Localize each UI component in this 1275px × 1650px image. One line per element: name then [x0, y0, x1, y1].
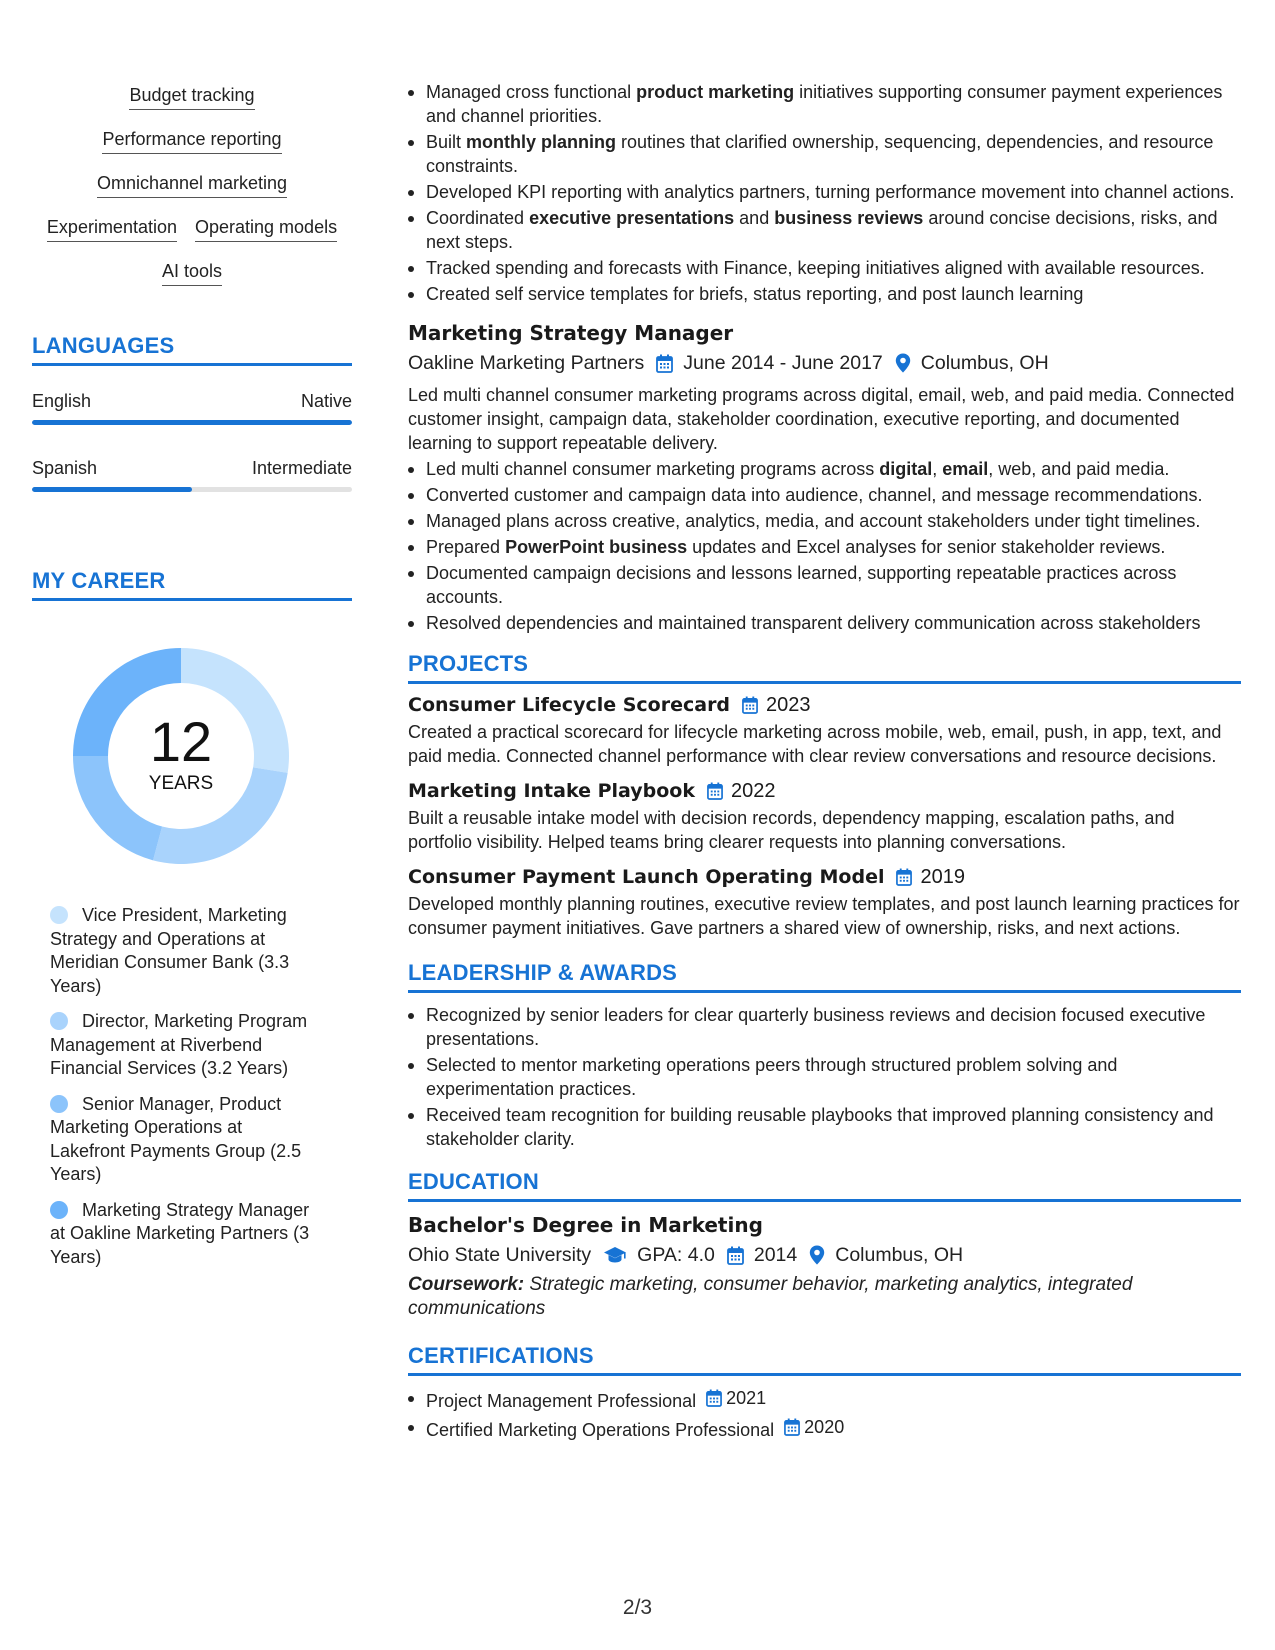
language-name: English [32, 391, 92, 411]
legend-item [50, 904, 322, 998]
certification-year-text: 2020 [804, 1417, 845, 1437]
legend-text: Director, Marketing Program Management at Riverbend Financial Services (3.2 Years) [50, 1011, 308, 1078]
job-dates: June 2014 - June 2017 [683, 352, 883, 374]
degree-title: Bachelor's Degree in Marketing [408, 1213, 763, 1237]
skill-tag: Omnichannel marketing [97, 172, 287, 198]
leadership-heading: LEADERSHIP & AWARDS [408, 960, 1241, 993]
certification-item [408, 1386, 1241, 1413]
previous-job-bullets [408, 80, 1241, 306]
calendar-icon [727, 1246, 744, 1265]
certification-year-text: 2021 [726, 1388, 767, 1408]
bullet-item [408, 130, 1241, 178]
certification-name: Project Management Professional [426, 1391, 697, 1411]
skill-row [32, 172, 352, 198]
language-row [32, 390, 352, 412]
project-year: 2019 [920, 866, 965, 888]
legend-dot [50, 1201, 68, 1219]
left-column [32, 84, 352, 1281]
education-meta [408, 1241, 1241, 1269]
project-description: Developed monthly planning routines, executive review templates, and post launch learning practices for consumer payment initiatives. Gave partners a shared view of ownership, risks, and next actions. [408, 894, 1240, 938]
bullet-text: Prepared [426, 537, 506, 557]
bullet-text: Resolved dependencies and maintained transparent delivery communication across stakeholders [426, 613, 1201, 633]
legend-dot [50, 1012, 68, 1030]
right-column [408, 80, 1241, 1444]
career-legend [32, 904, 322, 1269]
legend-dot [50, 906, 68, 924]
graduation-cap-icon [603, 1246, 627, 1264]
bullet-item [408, 282, 1241, 306]
project-title [408, 864, 1241, 890]
language-item [32, 390, 352, 425]
calendar-icon [656, 354, 673, 373]
projects-heading: PROJECTS [408, 651, 1241, 684]
language-level: Intermediate [251, 458, 352, 478]
coursework [408, 1273, 1241, 1321]
certifications-heading: CERTIFICATIONS [408, 1343, 1241, 1376]
bullet-item [408, 509, 1241, 533]
language-item [32, 457, 352, 492]
career-donut-chart [66, 641, 296, 871]
bullet-text: Documented campaign decisions and lessons learned, supporting repeatable practices across accounts. [426, 563, 1177, 607]
skill-tag: Performance reporting [102, 128, 281, 154]
skill-row [32, 260, 352, 286]
language-proficiency-bar [32, 420, 352, 425]
coursework-text: Strategic marketing, consumer behavior, marketing analytics, integrated communications [408, 1274, 1133, 1319]
skill-row [32, 216, 352, 242]
job-location: Columbus, OH [920, 352, 1049, 374]
bullet-item: Selected to mentor marketing operations peers through structured problem solving and experimentation practices. [408, 1053, 1241, 1101]
bullet-emphasis: business reviews [774, 208, 924, 228]
bullet-item [408, 180, 1241, 204]
certification-year [784, 1415, 844, 1439]
bullet-item [408, 561, 1241, 609]
gpa: GPA: 4.0 [637, 1244, 715, 1266]
bullet-item [408, 457, 1241, 481]
language-proficiency-fill [32, 420, 352, 425]
career-years-unit: YEARS [148, 773, 214, 794]
bullet-text: around concise decisions, risks, and next steps. [426, 208, 1218, 252]
project-name: Consumer Lifecycle Scorecard [408, 694, 731, 716]
certifications-list [408, 1386, 1241, 1442]
project-name: Marketing Intake Playbook [408, 780, 695, 802]
bullet-text: , [932, 459, 943, 479]
legend-item [50, 1010, 322, 1081]
leadership-bullets [408, 1003, 1241, 1151]
job-bullets [408, 457, 1241, 635]
bullet-emphasis: digital [879, 459, 933, 479]
bullet-text: , web, and paid media. [988, 459, 1170, 479]
skill-tag: Experimentation [47, 216, 177, 242]
language-level: Native [300, 391, 352, 411]
bullet-emphasis: executive presentations [529, 208, 735, 228]
bullet-item [408, 206, 1241, 254]
bullet-emphasis: monthly planning [466, 132, 617, 152]
calendar-icon [742, 696, 758, 714]
bullet-text: Created self service templates for briefs, status reporting, and post launch learning [426, 284, 1084, 304]
job-company: Oakline Marketing Partners [408, 352, 645, 374]
bullet-text: Managed cross functional [426, 82, 637, 102]
bullet-text: routines that clarified ownership, sequencing, dependencies, and resource constraints. [426, 132, 1214, 176]
page-number: 2/3 [622, 1596, 653, 1619]
bullet-emphasis: PowerPoint business [505, 537, 688, 557]
job-title: Marketing Strategy Manager [408, 321, 734, 345]
skill-row [32, 128, 352, 154]
skill-tag: Budget tracking [129, 84, 254, 110]
certification-name: Certified Marketing Operations Professional [426, 1420, 775, 1440]
certification-year [706, 1386, 766, 1410]
legend-dot [50, 1095, 68, 1113]
bullet-text: Led multi channel consumer marketing programs across [426, 459, 880, 479]
bullet-text: Managed plans across creative, analytics, media, and account stakeholders under tight timelines. [426, 511, 1201, 531]
skill-row [32, 84, 352, 110]
location-pin-icon [809, 1245, 825, 1265]
project-title [408, 692, 1241, 718]
project-description: Built a reusable intake model with decision records, dependency mapping, escalation paths, and portfolio visibility. Helped teams bring clearer requests into planning conversations. [408, 808, 1175, 852]
bullet-item: Recognized by senior leaders for clear quarterly business reviews and decision focused executive presentations. [408, 1003, 1241, 1051]
calendar-icon [707, 782, 723, 800]
legend-text: Marketing Strategy Manager at Oakline Marketing Partners (3 Years) [50, 1199, 310, 1267]
languages-heading: LANGUAGES [32, 333, 352, 366]
graduation-year: 2014 [753, 1244, 798, 1266]
language-proficiency-bar [32, 487, 352, 492]
job-summary: Led multi channel consumer marketing programs across digital, email, web, and paid media. Connected customer insight, campaign data, stakeholder coordination, executive reporting, and documented learning to support repeatable delivery. [408, 385, 1235, 453]
language-proficiency-fill [32, 487, 192, 492]
language-name: Spanish [32, 458, 98, 478]
education-heading: EDUCATION [408, 1169, 1241, 1202]
bullet-text: Developed KPI reporting with analytics partners, turning performance movement into channel actions. [426, 182, 1235, 202]
career-years-number: 12 [149, 710, 213, 773]
bullet-emphasis: product marketing [636, 82, 795, 102]
career-heading: MY CAREER [32, 568, 352, 601]
legend-item [50, 1093, 322, 1187]
bullet-item: Received team recognition for building reusable playbooks that improved planning consistency and stakeholder clarity. [408, 1103, 1241, 1151]
language-row [32, 457, 352, 479]
bullet-text: updates and Excel analyses for senior stakeholder reviews. [687, 537, 1166, 557]
education-location: Columbus, OH [835, 1244, 964, 1266]
bullet-text: initiatives supporting consumer payment experiences and channel priorities. [426, 82, 1223, 126]
bullet-text: Tracked spending and forecasts with Finance, keeping initiatives aligned with available resources. [426, 258, 1205, 278]
calendar-icon [784, 1418, 800, 1436]
donut-center-label [66, 710, 296, 795]
project-description: Created a practical scorecard for lifecycle marketing across mobile, web, email, push, in app, text, and paid media. Connected channel performance with clear review conversations and resource decisions. [408, 722, 1222, 766]
coursework-label: Coursework: [408, 1274, 525, 1295]
school-name: Ohio State University [408, 1244, 592, 1266]
bullet-item [408, 535, 1241, 559]
skill-tag: Operating models [195, 216, 337, 242]
bullet-item [408, 611, 1241, 635]
bullet-text: and [734, 208, 775, 228]
calendar-icon [896, 868, 912, 886]
languages-list [32, 390, 352, 492]
job-meta [408, 349, 1241, 377]
project-year: 2022 [730, 780, 776, 802]
bullet-emphasis: email [942, 459, 989, 479]
bullet-item [408, 483, 1241, 507]
project-year: 2023 [766, 694, 811, 716]
bullet-text: Converted customer and campaign data into audience, channel, and message recommendations. [426, 485, 1203, 505]
skills-list [32, 84, 352, 286]
location-pin-icon [895, 353, 911, 373]
legend-item [50, 1199, 322, 1270]
legend-text: Vice President, Marketing Strategy and Operations at Meridian Consumer Bank (3.3 Years) [50, 905, 290, 996]
calendar-icon [706, 1389, 722, 1407]
legend-text: Senior Manager, Product Marketing Operations at Lakefront Payments Group (2.5 Years) [50, 1093, 302, 1184]
bullet-item [408, 256, 1241, 280]
projects-list [408, 692, 1241, 940]
bullet-item [408, 80, 1241, 128]
certification-item [408, 1415, 1241, 1442]
project-title [408, 778, 1241, 804]
bullet-text: Coordinated [426, 208, 530, 228]
bullet-text: Built [426, 132, 467, 152]
project-name: Consumer Payment Launch Operating Model [408, 866, 885, 888]
skill-tag: AI tools [162, 260, 222, 286]
